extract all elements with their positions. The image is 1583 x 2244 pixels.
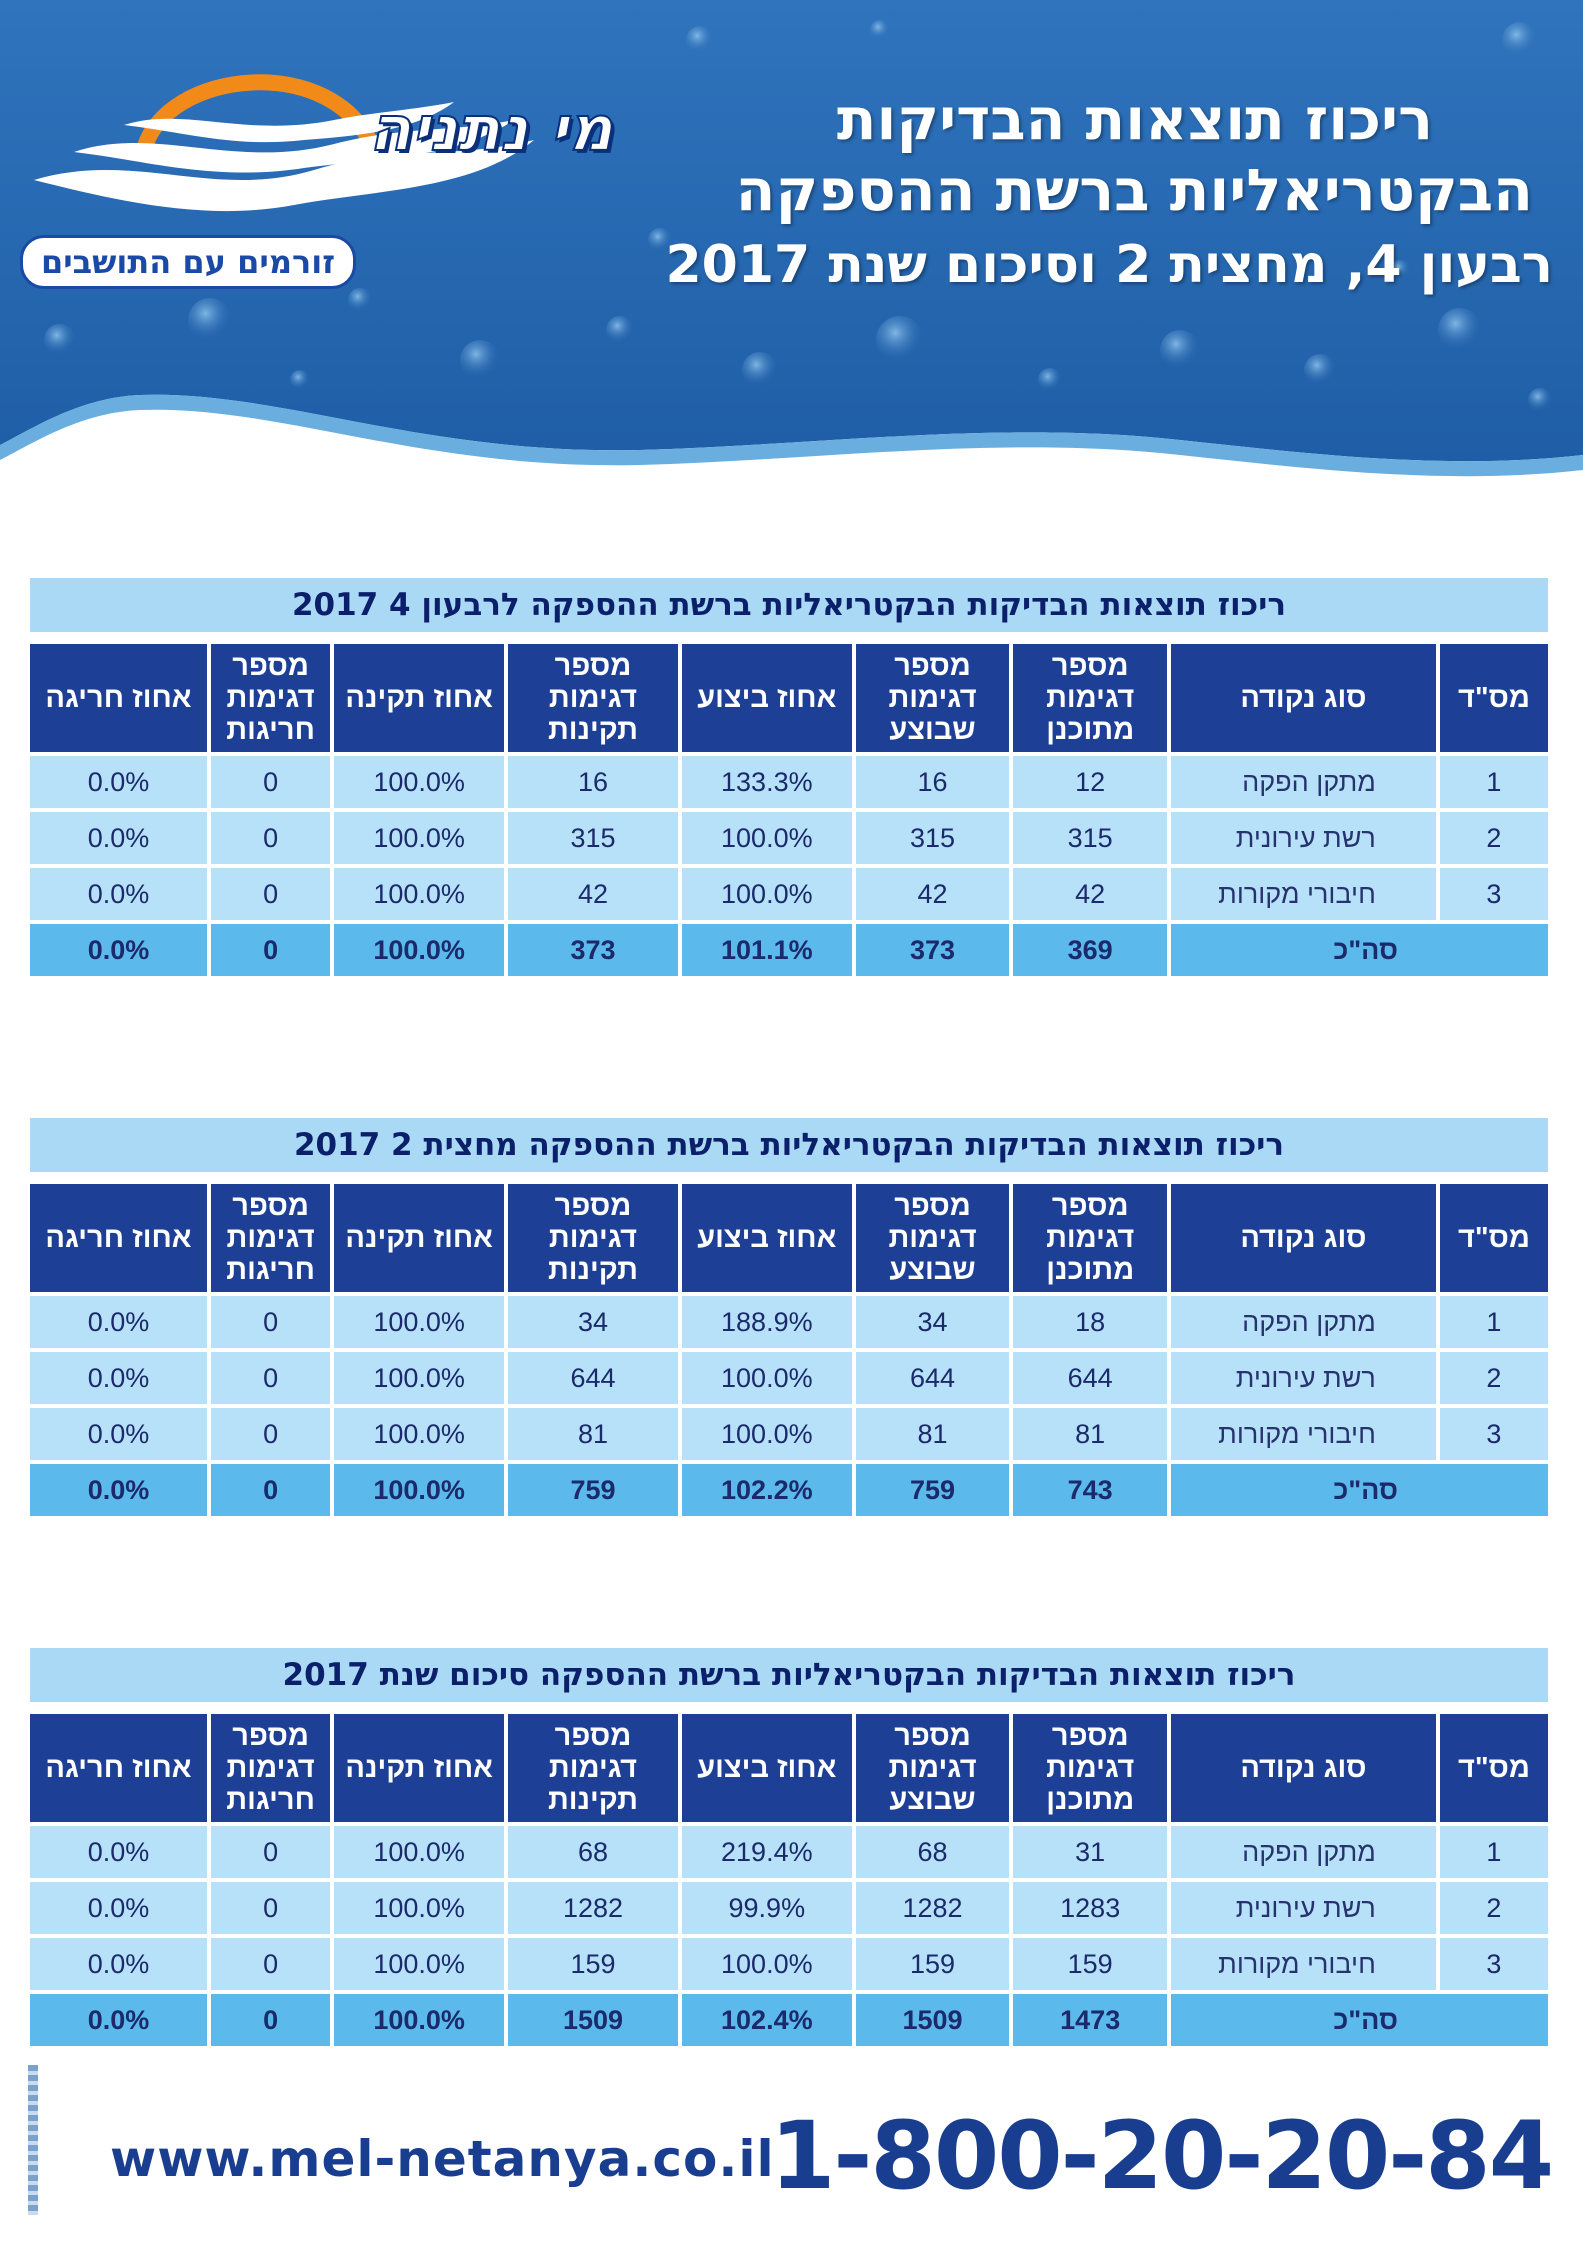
cell: 34 <box>856 1296 1010 1348</box>
table-row <box>30 1352 1548 1404</box>
cell: 0.0% <box>30 1296 207 1348</box>
cell: 100.0% <box>682 1408 852 1460</box>
cell: 1283 <box>1013 1882 1167 1934</box>
cell: 100.0% <box>334 1408 504 1460</box>
logo-name: מי נתניה <box>369 92 614 165</box>
cell: 743 <box>1013 1464 1167 1516</box>
cell: 100.0% <box>682 1938 852 1990</box>
table-row <box>30 1408 1548 1460</box>
cell: רשת עירונית <box>1171 812 1436 864</box>
cell: 0.0% <box>30 812 207 864</box>
cell: 188.9% <box>682 1296 852 1348</box>
table-row <box>30 812 1548 864</box>
table-section-quarter4 <box>30 578 1548 980</box>
cell: 644 <box>1013 1352 1167 1404</box>
cell: 81 <box>1013 1408 1167 1460</box>
cell: 18 <box>1013 1296 1167 1348</box>
cell: 315 <box>1013 812 1167 864</box>
cell: 3 <box>1440 1938 1548 1990</box>
cell: 1 <box>1440 1826 1548 1878</box>
cell: סה"כ <box>1171 1994 1548 2046</box>
cell: 0.0% <box>30 1994 207 2046</box>
cell: 0.0% <box>30 1826 207 1878</box>
cell: 0.0% <box>30 868 207 920</box>
table-header-row <box>30 1184 1548 1292</box>
cell: 1282 <box>508 1882 678 1934</box>
col-header: מס"ד <box>1440 1184 1548 1292</box>
col-header: מספר דגימות מתוכנן <box>1013 1184 1167 1292</box>
col-header: מספר דגימות חריגות <box>211 644 330 752</box>
col-header: מספר דגימות מתוכנן <box>1013 1714 1167 1822</box>
cell: חיבורי מקורות <box>1171 868 1436 920</box>
col-header: מס"ד <box>1440 644 1548 752</box>
cell: 81 <box>508 1408 678 1460</box>
cell: 0 <box>211 756 330 808</box>
col-header: מספר דגימות מתוכנן <box>1013 644 1167 752</box>
table-section-half2 <box>30 1118 1548 1520</box>
cell: 68 <box>508 1826 678 1878</box>
col-header: אחוז ביצוע <box>682 1184 852 1292</box>
footer <box>0 2100 1583 2220</box>
cell: 0.0% <box>30 1408 207 1460</box>
cell: מתקן הפקה <box>1171 1296 1436 1348</box>
cell: 100.0% <box>682 1352 852 1404</box>
table-row <box>30 1882 1548 1934</box>
col-header: מספר דגימות שבוצע <box>856 1184 1010 1292</box>
cell: 373 <box>856 924 1010 976</box>
cell: 2 <box>1440 1882 1548 1934</box>
table-row <box>30 756 1548 808</box>
cell: 3 <box>1440 868 1548 920</box>
col-header: מספר דגימות תקינות <box>508 1184 678 1292</box>
cell: 1509 <box>508 1994 678 2046</box>
cell: 0 <box>211 1464 330 1516</box>
table-row <box>30 1296 1548 1348</box>
results-table <box>26 1180 1552 1520</box>
cell: 100.0% <box>682 868 852 920</box>
col-header: מספר דגימות תקינות <box>508 1714 678 1822</box>
cell: 369 <box>1013 924 1167 976</box>
cell: 42 <box>856 868 1010 920</box>
cell: 42 <box>508 868 678 920</box>
cell: 0.0% <box>30 1464 207 1516</box>
title-line-1: ריכוז תוצאות הבדיקות <box>836 85 1433 153</box>
cell: 1 <box>1440 1296 1548 1348</box>
cell: סה"כ <box>1171 1464 1548 1516</box>
cell: 100.0% <box>334 1938 504 1990</box>
cell: 16 <box>508 756 678 808</box>
cell: רשת עירונית <box>1171 1882 1436 1934</box>
logo-slogan: זורמים עם התושבים <box>20 235 356 289</box>
cell: חיבורי מקורות <box>1171 1408 1436 1460</box>
cell: 100.0% <box>334 1464 504 1516</box>
cell: 16 <box>856 756 1010 808</box>
table-total-row <box>30 1994 1548 2046</box>
table-title: ריכוז תוצאות הבדיקות הבקטריאליות ברשת ההספקה לרבעון 4 2017 <box>30 578 1548 632</box>
cell: 81 <box>856 1408 1010 1460</box>
cell: 102.2% <box>682 1464 852 1516</box>
table-header-row <box>30 644 1548 752</box>
cell: 1 <box>1440 756 1548 808</box>
cell: 644 <box>508 1352 678 1404</box>
cell: מתקן הפקה <box>1171 756 1436 808</box>
title-line-3: רבעון 4, מחצית 2 וסיכום שנת 2017 <box>665 235 1553 295</box>
header-banner <box>0 0 1583 480</box>
cell: 99.9% <box>682 1882 852 1934</box>
cell: סה"כ <box>1171 924 1548 976</box>
cell: 0 <box>211 1882 330 1934</box>
cell: 100.0% <box>682 812 852 864</box>
cell: 1282 <box>856 1882 1010 1934</box>
cell: 0.0% <box>30 924 207 976</box>
cell: 759 <box>856 1464 1010 1516</box>
table-row <box>30 1826 1548 1878</box>
cell: מתקן הפקה <box>1171 1826 1436 1878</box>
cell: 3 <box>1440 1408 1548 1460</box>
cell: 0 <box>211 1296 330 1348</box>
col-header: אחוז חריגה <box>30 1714 207 1822</box>
cell: 102.4% <box>682 1994 852 2046</box>
results-table <box>26 640 1552 980</box>
col-header: אחוז ביצוע <box>682 644 852 752</box>
table-section-year <box>30 1648 1548 2050</box>
col-header: אחוז חריגה <box>30 1184 207 1292</box>
cell: 315 <box>856 812 1010 864</box>
col-header: מספר דגימות שבוצע <box>856 1714 1010 1822</box>
cell: 0.0% <box>30 1882 207 1934</box>
col-header: סוג נקודה <box>1171 644 1436 752</box>
table-total-row <box>30 1464 1548 1516</box>
cell: 100.0% <box>334 1296 504 1348</box>
cell: 68 <box>856 1826 1010 1878</box>
table-total-row <box>30 924 1548 976</box>
phone-number[interactable]: 1-800-20-20-84 <box>770 2102 1553 2211</box>
cell: 31 <box>1013 1826 1167 1878</box>
cell: 315 <box>508 812 678 864</box>
cell: 644 <box>856 1352 1010 1404</box>
cell: 0.0% <box>30 1352 207 1404</box>
cell: 159 <box>856 1938 1010 1990</box>
cell: 100.0% <box>334 756 504 808</box>
cell: 759 <box>508 1464 678 1516</box>
cell: 0.0% <box>30 756 207 808</box>
cell: 100.0% <box>334 868 504 920</box>
col-header: אחוז ביצוע <box>682 1714 852 1822</box>
title-line-2: הבקטריאליות ברשת ההספקה <box>735 156 1533 224</box>
col-header: אחוז תקינה <box>334 1184 504 1292</box>
table-title: ריכוז תוצאות הבדיקות הבקטריאליות ברשת ההספקה מחצית 2 2017 <box>30 1118 1548 1172</box>
website-link[interactable]: www.mel-netanya.co.il <box>110 2130 775 2188</box>
table-row <box>30 868 1548 920</box>
cell: 159 <box>508 1938 678 1990</box>
cell: 133.3% <box>682 756 852 808</box>
col-header: מספר דגימות תקינות <box>508 644 678 752</box>
cell: 100.0% <box>334 1994 504 2046</box>
cell: 100.0% <box>334 1826 504 1878</box>
cell: 0 <box>211 924 330 976</box>
cell: 0 <box>211 812 330 864</box>
cell: 1509 <box>856 1994 1010 2046</box>
cell: 0 <box>211 1408 330 1460</box>
col-header: מספר דגימות שבוצע <box>856 644 1010 752</box>
col-header: אחוז חריגה <box>30 644 207 752</box>
col-header: מספר דגימות חריגות <box>211 1714 330 1822</box>
cell: 159 <box>1013 1938 1167 1990</box>
col-header: אחוז תקינה <box>334 644 504 752</box>
cell: 100.0% <box>334 924 504 976</box>
col-header: סוג נקודה <box>1171 1714 1436 1822</box>
col-header: סוג נקודה <box>1171 1184 1436 1292</box>
cell: 12 <box>1013 756 1167 808</box>
cell: 373 <box>508 924 678 976</box>
cell: 1473 <box>1013 1994 1167 2046</box>
cell: 2 <box>1440 812 1548 864</box>
cell: 100.0% <box>334 1352 504 1404</box>
col-header: מס"ד <box>1440 1714 1548 1822</box>
cell: 0 <box>211 868 330 920</box>
cell: רשת עירונית <box>1171 1352 1436 1404</box>
cell: 100.0% <box>334 1882 504 1934</box>
col-header: מספר דגימות חריגות <box>211 1184 330 1292</box>
table-title: ריכוז תוצאות הבדיקות הבקטריאליות ברשת ההספקה סיכום שנת 2017 <box>30 1648 1548 1702</box>
cell: 101.1% <box>682 924 852 976</box>
cell: 0 <box>211 1994 330 2046</box>
table-header-row <box>30 1714 1548 1822</box>
cell: חיבורי מקורות <box>1171 1938 1436 1990</box>
cell: 0 <box>211 1352 330 1404</box>
cell: 0 <box>211 1826 330 1878</box>
table-row <box>30 1938 1548 1990</box>
cell: 42 <box>1013 868 1167 920</box>
cell: 34 <box>508 1296 678 1348</box>
col-header: אחוז תקינה <box>334 1714 504 1822</box>
cell: 2 <box>1440 1352 1548 1404</box>
cell: 100.0% <box>334 812 504 864</box>
cell: 0 <box>211 1938 330 1990</box>
cell: 0.0% <box>30 1938 207 1990</box>
page-title <box>613 85 1553 303</box>
results-table <box>26 1710 1552 2050</box>
cell: 219.4% <box>682 1826 852 1878</box>
